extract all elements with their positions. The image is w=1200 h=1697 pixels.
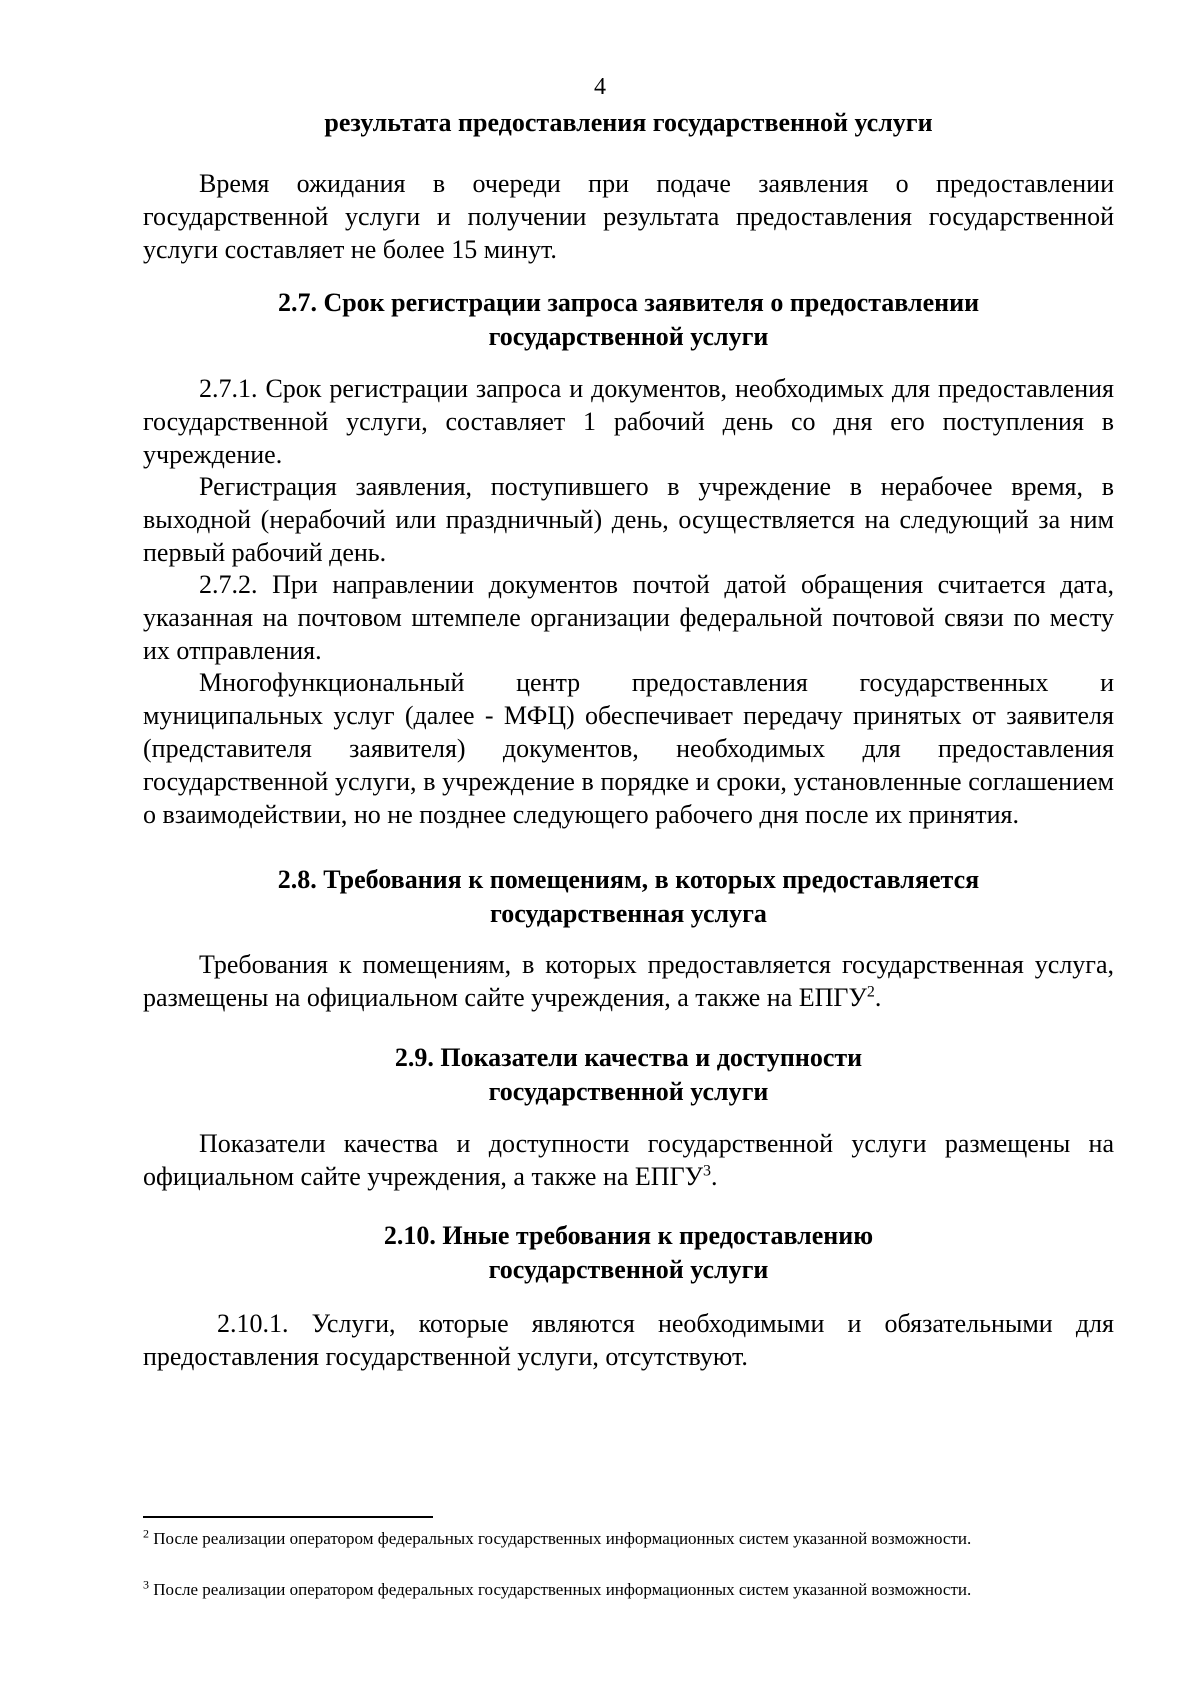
paragraph-2-10-1: 2.10.1. Услуги, которые являются необходимыми и обязательными для предоставления государственной услуги, отсутствуют. (143, 1309, 1114, 1371)
continued-heading-text: результата предоставления государственной услуги (324, 108, 933, 137)
paragraph-registration: Регистрация заявления, поступившего в учреждение в нерабочее время, в выходной (нерабочий или праздничный) день, осуществляется на следующий за ним первый рабочий день. (143, 472, 1114, 567)
footnote-2 (143, 1527, 1114, 1550)
section-heading-2-10-line1: 2.10. Иные требования к предоставлению (383, 1221, 874, 1250)
paragraph-mfc: Многофункциональный центр предоставления государственных и муниципальных услуг (далее - МФЦ) обеспечивает передачу принятых от заявителя (представителя заявителя) документов, необходимых для предоставления государственной услуги, в учреждение в порядке и сроки, установленные соглашением о взаимодействии, но не позднее следующего рабочего дня после их принятия. (143, 668, 1114, 829)
footnote-ref-3[interactable]: 3 (703, 1162, 712, 1180)
footnote-2-mark: 2 (143, 1526, 149, 1541)
paragraph-2-7-2: 2.7.2. При направлении документов почтой датой обращения считается дата, указанная на почтовом штемпеле организации федеральной почтовой связи по месту их отправления. (143, 570, 1114, 665)
section-heading-2-9-line2: государственной услуги (488, 1077, 769, 1106)
continued-heading (143, 106, 1114, 140)
paragraph-2-8-text: Требования к помещениям, в которых предоставляется государственная услуга, размещены на официальном сайте учреждения, а также на ЕПГУ (143, 950, 1114, 1012)
section-heading-2-10 (143, 1219, 1114, 1287)
paragraph-2-9-text: Показатели качества и доступности государственной услуги размещены на официальном сайте учреждения, а также на ЕПГУ (143, 1129, 1114, 1191)
paragraph-2-9 (143, 1127, 1114, 1193)
footnote-2-text: После реализации оператором федеральных государственных информационных систем указанной возможности. (149, 1529, 972, 1548)
paragraph-2-7-1: 2.7.1. Срок регистрации запроса и документов, необходимых для предоставления государственной услуги, составляет 1 рабочий день со дня его поступления в учреждение. (143, 374, 1114, 469)
paragraph-2-8 (143, 948, 1114, 1014)
footnote-ref-2[interactable]: 2 (866, 983, 875, 1001)
section-heading-2-10-line2: государственной услуги (488, 1255, 769, 1284)
section-heading-2-7-line2: государственной услуги (488, 322, 769, 351)
section-heading-2-9-line1: 2.9. Показатели качества и доступности (394, 1043, 863, 1072)
section-heading-2-8-line2: государственная услуга (490, 899, 767, 928)
paragraph-2-8-end: . (874, 983, 882, 1012)
section-heading-2-8 (143, 863, 1114, 931)
page-number: 4 (594, 74, 606, 100)
section-heading-2-7 (143, 286, 1114, 354)
section-heading-2-7-line1: 2.7. Срок регистрации запроса заявителя о предоставлении (277, 288, 980, 317)
section-heading-2-9 (143, 1041, 1114, 1109)
footnote-divider (143, 1516, 433, 1518)
paragraph-2-9-end: . (711, 1162, 718, 1191)
footnote-3-text: После реализации оператором федеральных государственных информационных систем указанной возможности. (149, 1580, 972, 1599)
section-heading-2-8-line1: 2.8. Требования к помещениям, в которых предоставляется (277, 865, 980, 894)
footnote-3 (143, 1578, 1114, 1601)
paragraph-waiting-time: Время ожидания в очереди при подаче заявления о предоставлении государственной услуги и получении результата предоставления государственной услуги составляет не более 15 минут. (143, 169, 1114, 264)
footnote-3-mark: 3 (143, 1577, 149, 1592)
